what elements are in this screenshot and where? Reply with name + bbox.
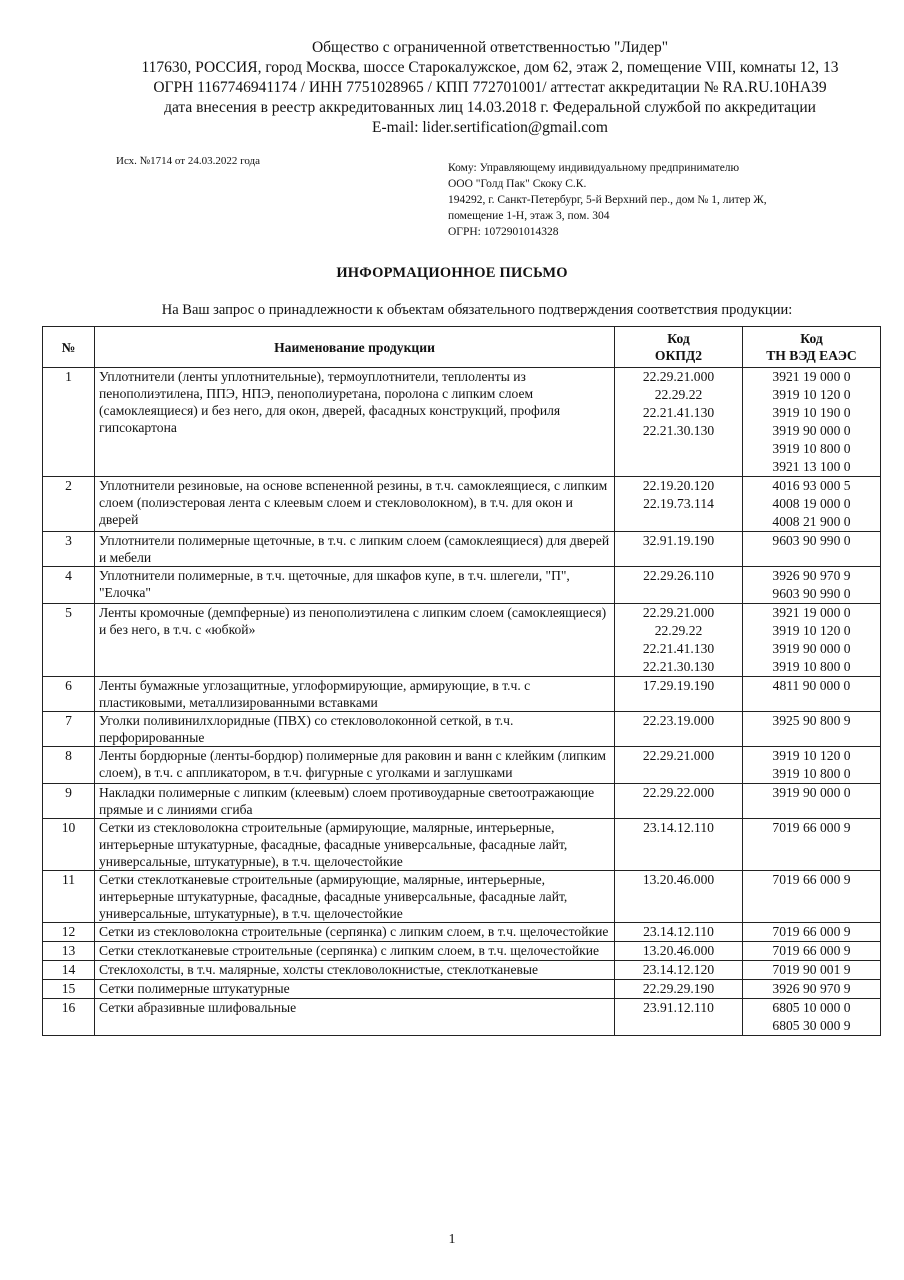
row-number: 4 [43,567,95,604]
table-row [43,532,881,567]
tnved-code: 3919 10 190 0 [772,405,851,420]
addressee-line: 194292, г. Санкт-Петербург, 5-й Верхний пер., дом № 1, литер Ж, [448,194,767,206]
okpd-codes [615,712,743,747]
tnved-codes [743,923,881,942]
okpd-code: 22.29.29.190 [642,981,715,996]
okpd-code: 22.21.41.130 [642,641,715,656]
header-okpd-line1: Код [667,331,690,346]
tnved-code: 3921 19 000 0 [772,605,851,620]
okpd-codes [615,368,743,477]
table-row [43,567,881,604]
org-address: 117630, РОССИЯ, город Москва, шоссе Старокалужское, дом 62, этаж 2, помещение VIII, комнаты 12, 13 [141,59,839,76]
tnved-code: 7019 66 000 9 [772,820,851,835]
okpd-codes [615,604,743,677]
product-name: Накладки полимерные с липким (клеевым) слоем противоударные светоотражающие прямые и с линиями сгиба [95,784,615,819]
row-number: 7 [43,712,95,747]
row-number: 15 [43,980,95,999]
table-row [43,819,881,871]
row-number: 9 [43,784,95,819]
okpd-code: 22.29.21.000 [642,605,715,620]
okpd-codes [615,477,743,532]
product-name: Уплотнители полимерные щеточные, в т.ч. с липким слоем (самоклеящиеся) для дверей и мебели [95,532,615,567]
okpd-codes [615,999,743,1036]
addressee-line: Кому: Управляющему индивидуальному предпринимателю [448,162,740,174]
tnved-code: 3919 10 800 0 [772,766,851,781]
tnved-code: 3919 90 000 0 [772,641,851,656]
addressee-block [448,160,868,240]
okpd-code: 22.29.22 [654,623,703,638]
okpd-codes [615,784,743,819]
tnved-code: 4008 19 000 0 [772,496,851,511]
tnved-code: 7019 66 000 9 [772,924,851,939]
okpd-codes [615,819,743,871]
okpd-code: 23.14.12.120 [642,962,715,977]
table-header-row [43,327,881,368]
header-tnved-line2: ТН ВЭД ЕАЭС [766,348,857,363]
header-num: № [43,327,95,368]
tnved-code: 7019 90 001 9 [772,962,851,977]
tnved-code: 3925 90 800 9 [772,713,851,728]
row-number: 13 [43,942,95,961]
okpd-code: 17.29.19.190 [642,678,715,693]
tnved-codes [743,819,881,871]
okpd-code: 23.91.12.110 [643,1000,714,1015]
tnved-code: 3919 90 000 0 [772,423,851,438]
okpd-codes [615,567,743,604]
table-row [43,961,881,980]
tnved-codes [743,784,881,819]
tnved-code: 3919 10 120 0 [772,387,851,402]
row-number: 2 [43,477,95,532]
header-okpd [615,327,743,368]
tnved-codes [743,477,881,532]
okpd-codes [615,871,743,923]
table-row [43,747,881,784]
row-number: 3 [43,532,95,567]
header-name: Наименование продукции [95,327,615,368]
product-name: Сетки из стекловолокна строительные (серпянка) с липким слоем, в т.ч. щелочестойкие [95,923,615,942]
header-okpd-line2: ОКПД2 [654,348,703,363]
tnved-code: 4811 90 000 0 [772,678,851,693]
okpd-code: 22.29.21.000 [642,748,715,763]
addressee-line: ОГРН: 1072901014328 [448,226,559,238]
okpd-code: 23.14.12.110 [643,924,714,939]
tnved-codes [743,567,881,604]
table-row [43,677,881,712]
table-row [43,368,881,477]
product-name: Сетки абразивные шлифовальные [95,999,615,1036]
product-name: Стеклохолсты, в т.ч. малярные, холсты стекловолокнистые, стеклотканевые [95,961,615,980]
product-name: Ленты кромочные (демпферные) из пенополиэтилена с липким слоем (самоклеящиеся) и без него, в т.ч. с «юбкой» [95,604,615,677]
table-row [43,712,881,747]
org-name: Общество с ограниченной ответственностью "Лидер" [311,39,669,56]
tnved-code: 3919 10 120 0 [772,748,851,763]
okpd-codes [615,532,743,567]
product-name: Сетки стеклотканевые строительные (серпянка) с липким слоем, в т.ч. щелочестойкие [95,942,615,961]
products-table [42,326,881,1036]
row-number: 8 [43,747,95,784]
org-accreditation-date: дата внесения в реестр аккредитованных лиц 14.03.2018 г. Федеральной службой по аккредитации [164,99,816,116]
okpd-codes [615,942,743,961]
tnved-code: 3919 90 000 0 [772,785,851,800]
okpd-code: 32.91.19.190 [642,533,715,548]
okpd-codes [615,677,743,712]
row-number: 11 [43,871,95,923]
tnved-code: 3926 90 970 9 [772,568,851,583]
product-name: Сетки стеклотканевые строительные (армирующие, малярные, интерьерные, интерьерные штукатурные, фасадные, фасадные универсальные, фасадные лайт, универсальные, штукатурные), в т.ч. щелочестойкие [95,871,615,923]
tnved-code: 3919 10 800 0 [772,659,851,674]
row-number: 12 [43,923,95,942]
table-row [43,923,881,942]
product-name: Ленты бордюрные (ленты-бордюр) полимерные для раковин и ванн с клейким (липким слоем), в т.ч. с аппликатором, в т.ч. фигурные с уголками и заглушками [95,747,615,784]
okpd-code: 22.19.73.114 [643,496,714,511]
row-number: 6 [43,677,95,712]
tnved-code: 6805 10 000 0 [772,1000,851,1015]
tnved-codes [743,961,881,980]
tnved-codes [743,368,881,477]
row-number: 5 [43,604,95,677]
tnved-code: 3919 10 800 0 [772,441,851,456]
product-name: Сетки из стекловолокна строительные (армирующие, малярные, интерьерные, интерьерные штукатурные, фасадные, фасадные универсальные, фасадные лайт, универсальные, штукатурные), в т.ч. щелочестойкие [95,819,615,871]
row-number: 14 [43,961,95,980]
product-name: Сетки полимерные штукатурные [95,980,615,999]
okpd-code: 22.19.20.120 [642,478,715,493]
table-row [43,784,881,819]
product-name: Уплотнители (ленты уплотнительные), термоуплотнители, теплоленты из пенополиэтилена, ППЭ, НПЭ, пенополиуретана, поролона с липким слоем (самоклеящиеся) и без него, для окон, дверей, фасадных конструкций, профиля гипсокартона [95,368,615,477]
tnved-code: 7019 66 000 9 [772,872,851,887]
okpd-code: 22.29.22 [654,387,703,402]
page-number: 1 [448,1232,456,1247]
tnved-codes [743,871,881,923]
okpd-codes [615,961,743,980]
header-tnved [743,327,881,368]
tnved-code: 3921 19 000 0 [772,369,851,384]
tnved-codes [743,980,881,999]
row-number: 10 [43,819,95,871]
tnved-code: 3921 13 100 0 [772,459,851,474]
tnved-code: 3926 90 970 9 [772,981,851,996]
addressee-line: ООО "Голд Пак" Скоку С.К. [448,178,587,190]
okpd-code: 22.29.21.000 [642,369,715,384]
okpd-code: 22.21.41.130 [642,405,715,420]
tnved-codes [743,747,881,784]
row-number: 1 [43,368,95,477]
product-name: Уплотнители резиновые, на основе вспененной резины, в т.ч. самоклеящиеся, с липким слоем (полиэстеровая лента с клеевым слоем и стекловолокном), в т.ч. для окон и дверей [95,477,615,532]
product-name: Ленты бумажные углозащитные, углоформирующие, армирующие, в т.ч. с пластиковыми, металлизированными вставками [95,677,615,712]
okpd-code: 13.20.46.000 [642,943,715,958]
tnved-codes [743,712,881,747]
table-row [43,871,881,923]
okpd-codes [615,747,743,784]
tnved-codes [743,942,881,961]
tnved-code: 4016 93 000 5 [772,478,851,493]
product-name: Уголки поливинилхлоридные (ПВХ) со стекловолоконной сеткой, в т.ч. перфорированные [95,712,615,747]
table-row [43,604,881,677]
okpd-code: 22.21.30.130 [642,423,715,438]
okpd-code: 13.20.46.000 [642,872,715,887]
okpd-code: 22.29.26.110 [643,568,714,583]
okpd-code: 22.23.19.000 [642,713,715,728]
table-row [43,477,881,532]
tnved-code: 9603 90 990 0 [772,533,851,548]
addressee-line: помещение 1-Н, этаж 3, пом. 304 [448,210,610,222]
tnved-codes [743,999,881,1036]
tnved-codes [743,604,881,677]
okpd-code: 22.21.30.130 [642,659,715,674]
tnved-codes [743,677,881,712]
row-number: 16 [43,999,95,1036]
okpd-codes [615,923,743,942]
okpd-codes [615,980,743,999]
okpd-code: 23.14.12.110 [643,820,714,835]
document-title: ИНФОРМАЦИОННОЕ ПИСЬМО [336,265,568,281]
tnved-code: 6805 30 000 9 [772,1018,851,1033]
table-row [43,980,881,999]
outgoing-reference: Исх. №1714 от 24.03.2022 года [116,155,260,167]
okpd-code: 22.29.22.000 [642,785,715,800]
org-email: E-mail: lider.sertification@gmail.com [372,119,608,136]
tnved-codes [743,532,881,567]
tnved-code: 7019 66 000 9 [772,943,851,958]
tnved-code: 4008 21 900 0 [772,514,851,529]
tnved-code: 9603 90 990 0 [772,586,851,601]
letterhead [60,38,904,138]
product-name: Уплотнители полимерные, в т.ч. щеточные, для шкафов купе, в т.ч. шлегели, "П", "Елочка" [95,567,615,604]
table-row [43,942,881,961]
tnved-code: 3919 10 120 0 [772,623,851,638]
table-row [43,999,881,1036]
intro-text: На Ваш запрос о принадлежности к объектам обязательного подтверждения соответствия продукции: [161,302,793,318]
header-tnved-line1: Код [800,331,823,346]
org-registration: ОГРН 1167746941174 / ИНН 7751028965 / КПП 772701001/ аттестат аккредитации № RA.RU.10НА39 [153,79,827,96]
